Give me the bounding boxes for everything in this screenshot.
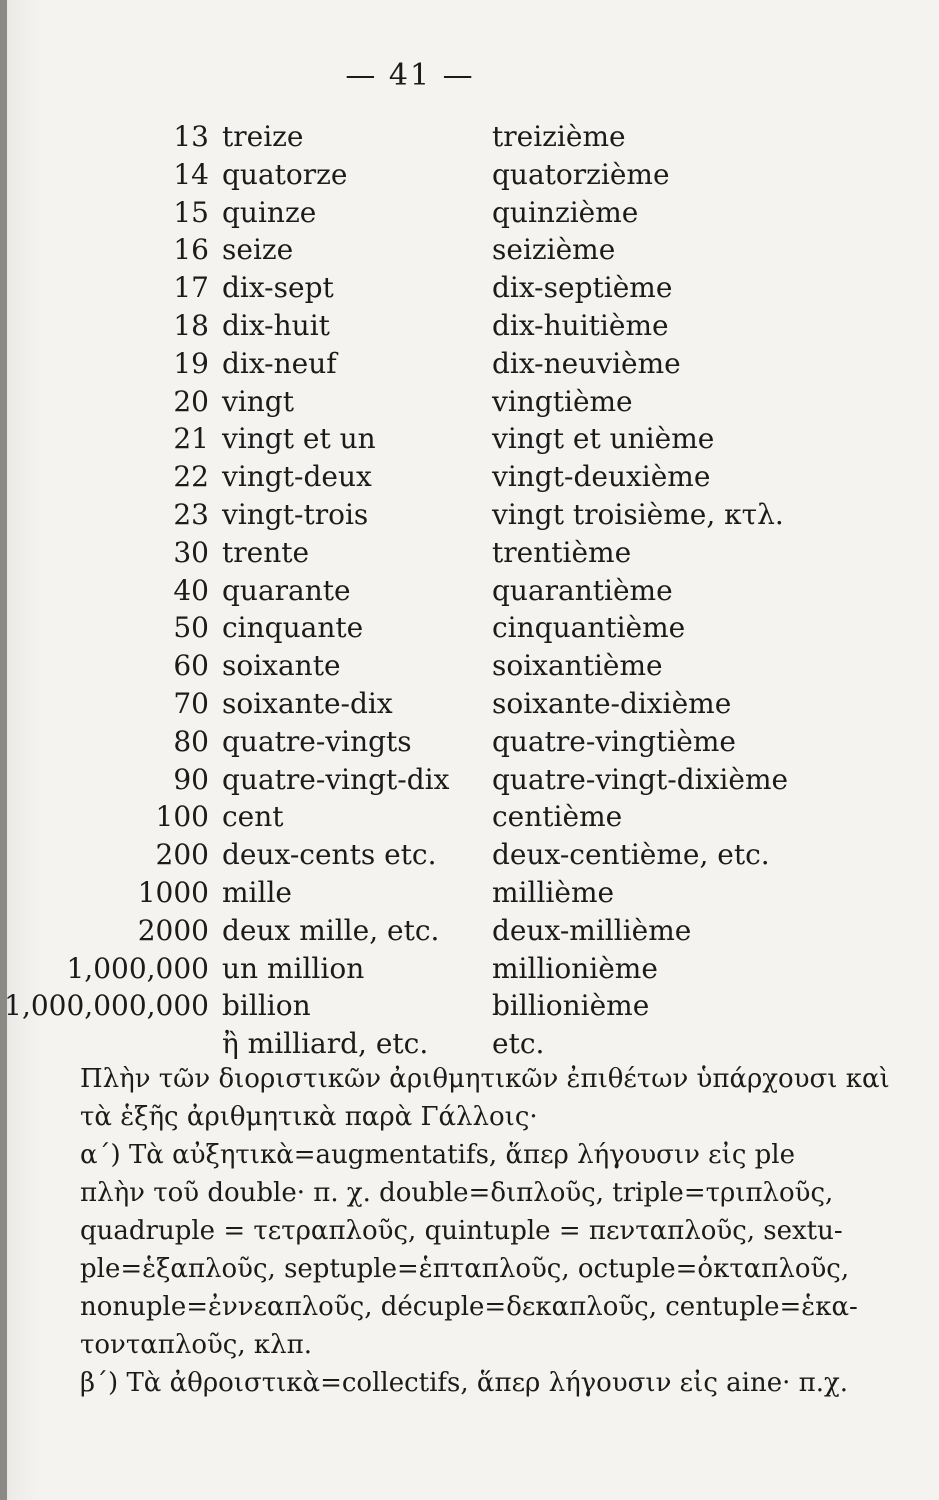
numeral-row bbox=[0, 572, 939, 610]
ordinal-word: trentième bbox=[492, 535, 632, 569]
cardinal-word: quatre-vingt-dix bbox=[222, 762, 450, 796]
numeral-row bbox=[0, 647, 939, 685]
text-line: πλὴν τοῦ double· π. χ. double=διπλοῦς, triple=τριπλοῦς, bbox=[80, 1178, 834, 1208]
numeral-digits: 40 bbox=[173, 573, 209, 607]
ordinal-word: quatre-vingtième bbox=[492, 724, 736, 758]
ordinal-word: billionième bbox=[492, 989, 650, 1023]
text-line: nonuple=ἐννεαπλοῦς, décuple=δεκαπλοῦς, centuple=ἑκα- bbox=[80, 1292, 858, 1322]
numeral-digits: 16 bbox=[173, 233, 209, 267]
ordinal-word: quinzième bbox=[492, 195, 639, 229]
numeral-digits: 50 bbox=[173, 611, 209, 645]
text-line: β΄) Τὰ ἀθροιστικὰ=collectifs, ἅπερ λήγουσιν εἰς aine· π.χ. bbox=[80, 1368, 848, 1398]
cardinal-word: deux-cents etc. bbox=[222, 838, 437, 872]
ordinal-word: millionième bbox=[492, 951, 658, 985]
numeral-row bbox=[0, 383, 939, 421]
numeral-digits: 30 bbox=[173, 535, 209, 569]
text-line: τὰ ἑξῆς ἀριθμητικὰ παρὰ Γάλλοις· bbox=[80, 1102, 538, 1132]
numeral-row bbox=[0, 345, 939, 383]
numeral-digits: 21 bbox=[173, 422, 209, 456]
numeral-digits: 18 bbox=[173, 308, 209, 342]
cardinal-word: quarante bbox=[222, 573, 351, 607]
numeral-row bbox=[0, 798, 939, 836]
cardinal-word: un million bbox=[222, 951, 365, 985]
numeral-row bbox=[0, 496, 939, 534]
numeral-table bbox=[0, 118, 939, 1063]
cardinal-word: cinquante bbox=[222, 611, 364, 645]
ordinal-word: seizième bbox=[492, 233, 616, 267]
numeral-row bbox=[0, 194, 939, 232]
cardinal-word: vingt-trois bbox=[222, 497, 369, 531]
text-line: τονταπλοῦς, κλπ. bbox=[80, 1330, 312, 1360]
numeral-digits: 1000 bbox=[137, 875, 209, 909]
text-line: Πλὴν τῶν διοριστικῶν ἀριθμητικῶν ἐπιθέτων ὑπάρχουσι καὶ bbox=[80, 1064, 890, 1094]
numeral-row bbox=[0, 118, 939, 156]
cardinal-word: quatorze bbox=[222, 157, 348, 191]
ordinal-word: vingtième bbox=[492, 384, 633, 418]
numeral-digits: 13 bbox=[173, 120, 209, 153]
numeral-row bbox=[0, 950, 939, 988]
numeral-digits: 60 bbox=[173, 649, 209, 683]
numeral-row bbox=[0, 987, 939, 1025]
numeral-row bbox=[0, 761, 939, 799]
numeral-digits: 70 bbox=[173, 686, 209, 720]
numeral-digits: 20 bbox=[173, 384, 209, 418]
numeral-digits: 17 bbox=[173, 271, 209, 305]
cardinal-word: vingt bbox=[222, 384, 294, 418]
ordinal-word: vingt et unième bbox=[492, 422, 715, 456]
cardinal-word: quatre-vingts bbox=[222, 724, 412, 758]
text-line: α΄) Τὰ αὐξητικὰ=augmentatifs, ἅπερ λήγουσιν εἰς ple bbox=[80, 1140, 796, 1170]
numeral-row bbox=[0, 534, 939, 572]
cardinal-word: deux mille, etc. bbox=[222, 913, 440, 947]
cardinal-word: vingt et un bbox=[222, 422, 376, 456]
numeral-digits: 22 bbox=[173, 460, 209, 494]
numeral-row bbox=[0, 420, 939, 458]
numeral-digits: 1,000,000,000 bbox=[4, 989, 209, 1023]
ordinal-word: cinquantième bbox=[492, 611, 686, 645]
ordinal-word: millième bbox=[492, 875, 615, 909]
numeral-row bbox=[0, 836, 939, 874]
cardinal-word: mille bbox=[222, 875, 292, 909]
page-number: — 41 — bbox=[345, 58, 475, 93]
ordinal-word: vingt-deuxième bbox=[492, 460, 711, 494]
numeral-row bbox=[0, 1025, 939, 1063]
cardinal-word: ἢ milliard, etc. bbox=[222, 1027, 429, 1061]
numeral-digits: 200 bbox=[155, 838, 209, 872]
cardinal-word: vingt-deux bbox=[222, 460, 372, 494]
cardinal-word: dix-sept bbox=[222, 271, 334, 305]
numeral-row bbox=[0, 231, 939, 269]
numeral-digits: 1,000,000 bbox=[66, 951, 209, 985]
cardinal-word: quinze bbox=[222, 195, 317, 229]
ordinal-word: centième bbox=[492, 800, 623, 834]
numeral-digits: 90 bbox=[173, 762, 209, 796]
numeral-row bbox=[0, 874, 939, 912]
numeral-digits: 14 bbox=[173, 157, 209, 191]
numeral-row bbox=[0, 307, 939, 345]
numeral-digits: 23 bbox=[173, 497, 209, 531]
cardinal-word: treize bbox=[222, 120, 304, 153]
cardinal-word: soixante bbox=[222, 649, 341, 683]
greek-paragraph bbox=[80, 1060, 890, 1402]
cardinal-word: soixante-dix bbox=[222, 686, 393, 720]
numeral-row bbox=[0, 156, 939, 194]
numeral-digits: 15 bbox=[173, 195, 209, 229]
cardinal-word: seize bbox=[222, 233, 294, 267]
ordinal-word: quarantième bbox=[492, 573, 673, 607]
ordinal-word: etc. bbox=[492, 1027, 545, 1061]
numeral-row bbox=[0, 609, 939, 647]
ordinal-word: dix-septième bbox=[492, 271, 673, 305]
ordinal-word: vingt troisième, κτλ. bbox=[492, 497, 784, 531]
numeral-digits: 19 bbox=[173, 346, 209, 380]
ordinal-word: quatre-vingt-dixième bbox=[492, 762, 789, 796]
ordinal-word: soixantième bbox=[492, 649, 663, 683]
ordinal-word: deux-centième, etc. bbox=[492, 838, 770, 872]
numeral-digits: 80 bbox=[173, 724, 209, 758]
ordinal-word: dix-huitième bbox=[492, 308, 669, 342]
cardinal-word: trente bbox=[222, 535, 310, 569]
cardinal-word: billion bbox=[222, 989, 311, 1023]
ordinal-word: dix-neuvième bbox=[492, 346, 681, 380]
cardinal-word: dix-huit bbox=[222, 308, 330, 342]
numeral-row bbox=[0, 685, 939, 723]
ordinal-word: soixante-dixième bbox=[492, 686, 732, 720]
ordinal-word: treizième bbox=[492, 120, 626, 153]
text-line: ple=ἑξαπλοῦς, septuple=ἑπταπλοῦς, octuple=ὀκταπλοῦς, bbox=[80, 1254, 850, 1284]
ordinal-word: quatorzième bbox=[492, 157, 670, 191]
numeral-digits: 100 bbox=[155, 800, 209, 834]
numeral-digits: 2000 bbox=[137, 913, 209, 947]
numeral-row bbox=[0, 723, 939, 761]
numeral-row bbox=[0, 269, 939, 307]
numeral-row bbox=[0, 458, 939, 496]
cardinal-word: cent bbox=[222, 800, 284, 834]
text-line: quadruple = τετραπλοῦς, quintuple = πενταπλοῦς, sextu- bbox=[80, 1216, 843, 1246]
numeral-row bbox=[0, 912, 939, 950]
ordinal-word: deux-millième bbox=[492, 913, 692, 947]
cardinal-word: dix-neuf bbox=[222, 346, 337, 380]
